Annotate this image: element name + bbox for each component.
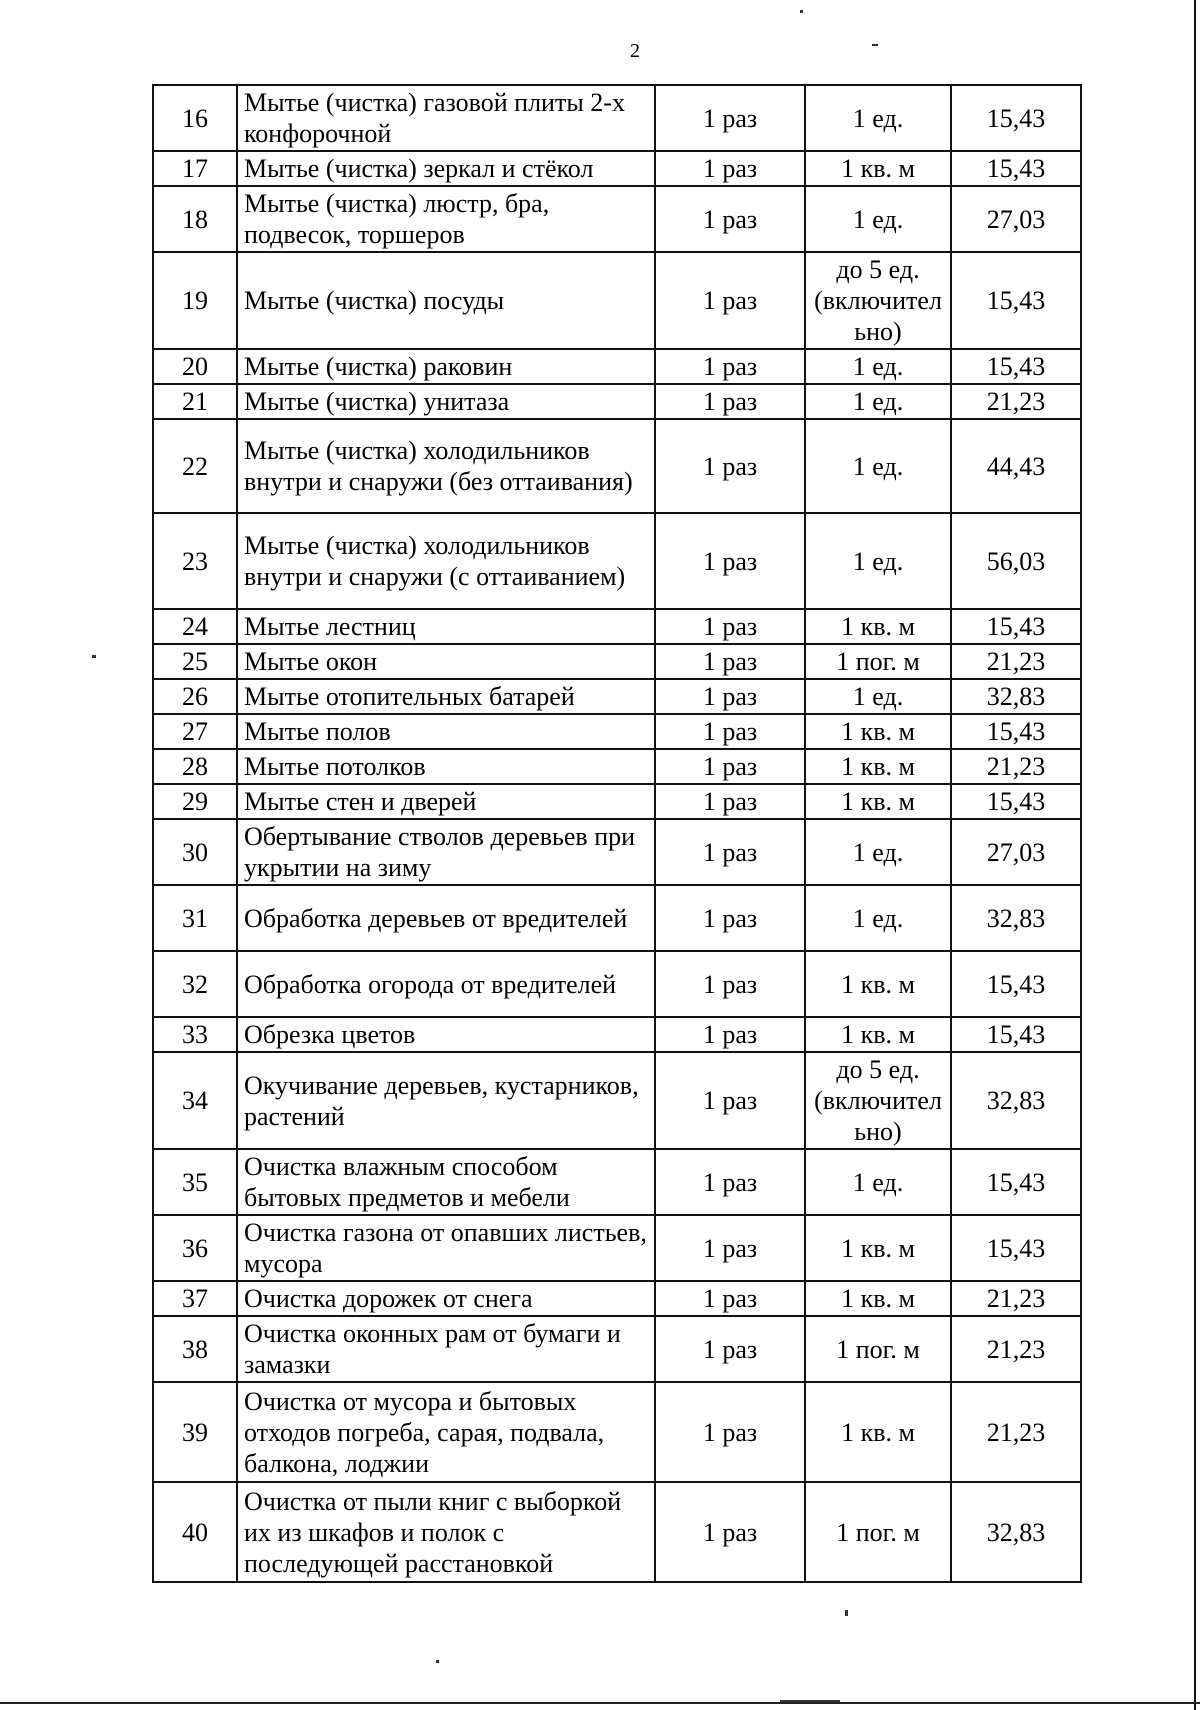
service-name: Очистка оконных рам от бумаги и замазки — [237, 1316, 655, 1382]
service-unit: 1 кв. м — [805, 1017, 951, 1052]
service-name: Мытье (чистка) холодильников внутри и снаружи (с оттаиванием) — [237, 513, 655, 609]
service-price: 21,23 — [951, 1382, 1081, 1482]
service-frequency: 1 раз — [655, 85, 805, 151]
scan-edge-right — [1194, 0, 1196, 1710]
service-frequency: 1 раз — [655, 1215, 805, 1281]
table-row — [153, 1316, 1081, 1382]
scan-speck — [800, 10, 803, 13]
table-row — [153, 384, 1081, 419]
row-number: 32 — [153, 951, 237, 1017]
service-frequency: 1 раз — [655, 1316, 805, 1382]
service-name: Очистка от пыли книг с выборкой их из шкафов и полок с последующей расстановкой — [237, 1482, 655, 1582]
service-price: 15,43 — [951, 784, 1081, 819]
service-unit: 1 ед. — [805, 819, 951, 885]
row-number: 35 — [153, 1149, 237, 1215]
service-frequency: 1 раз — [655, 384, 805, 419]
service-frequency: 1 раз — [655, 349, 805, 384]
table-row — [153, 679, 1081, 714]
service-name: Окучивание деревьев, кустарников, растений — [237, 1052, 655, 1149]
page-number: 2 — [630, 40, 640, 62]
service-name: Очистка газона от опавших листьев, мусора — [237, 1215, 655, 1281]
table-row — [153, 644, 1081, 679]
service-price: 27,03 — [951, 186, 1081, 252]
service-frequency: 1 раз — [655, 151, 805, 186]
service-unit: 1 кв. м — [805, 1215, 951, 1281]
service-unit: 1 кв. м — [805, 151, 951, 186]
row-number: 24 — [153, 609, 237, 644]
service-price: 15,43 — [951, 1149, 1081, 1215]
table-row — [153, 1149, 1081, 1215]
table-row — [153, 885, 1081, 951]
service-price: 21,23 — [951, 1281, 1081, 1316]
service-unit: 1 кв. м — [805, 951, 951, 1017]
service-name: Мытье (чистка) люстр, бра, подвесок, торшеров — [237, 186, 655, 252]
service-name: Мытье (чистка) холодильников внутри и снаружи (без оттаивания) — [237, 419, 655, 513]
row-number: 27 — [153, 714, 237, 749]
service-name: Мытье стен и дверей — [237, 784, 655, 819]
row-number: 19 — [153, 252, 237, 349]
service-frequency: 1 раз — [655, 951, 805, 1017]
service-unit: 1 пог. м — [805, 1482, 951, 1582]
row-number: 33 — [153, 1017, 237, 1052]
service-price: 15,43 — [951, 1017, 1081, 1052]
service-name: Мытье (чистка) посуды — [237, 252, 655, 349]
service-unit: 1 кв. м — [805, 1382, 951, 1482]
scan-speck — [872, 44, 878, 46]
scan-speck — [436, 1660, 439, 1663]
row-number: 26 — [153, 679, 237, 714]
service-name: Обработка огорода от вредителей — [237, 951, 655, 1017]
row-number: 25 — [153, 644, 237, 679]
table-row — [153, 784, 1081, 819]
row-number: 40 — [153, 1482, 237, 1582]
row-number: 38 — [153, 1316, 237, 1382]
table-row — [153, 1017, 1081, 1052]
table-row — [153, 419, 1081, 513]
row-number: 23 — [153, 513, 237, 609]
service-frequency: 1 раз — [655, 419, 805, 513]
service-price: 32,83 — [951, 885, 1081, 951]
table-body — [153, 85, 1081, 1582]
service-price: 15,43 — [951, 85, 1081, 151]
service-price: 21,23 — [951, 749, 1081, 784]
service-name: Мытье отопительных батарей — [237, 679, 655, 714]
service-name: Обрезка цветов — [237, 1017, 655, 1052]
table-row — [153, 186, 1081, 252]
row-number: 34 — [153, 1052, 237, 1149]
table-row — [153, 1382, 1081, 1482]
table-row — [153, 951, 1081, 1017]
table-row — [153, 85, 1081, 151]
service-frequency: 1 раз — [655, 252, 805, 349]
service-name: Мытье (чистка) газовой плиты 2-х конфорочной — [237, 85, 655, 151]
service-frequency: 1 раз — [655, 609, 805, 644]
service-frequency: 1 раз — [655, 819, 805, 885]
service-name: Мытье (чистка) унитаза — [237, 384, 655, 419]
service-frequency: 1 раз — [655, 749, 805, 784]
service-unit: 1 ед. — [805, 384, 951, 419]
row-number: 20 — [153, 349, 237, 384]
service-frequency: 1 раз — [655, 513, 805, 609]
service-frequency: 1 раз — [655, 885, 805, 951]
row-number: 31 — [153, 885, 237, 951]
service-name: Очистка от мусора и бытовых отходов погреба, сарая, подвала, балкона, лоджии — [237, 1382, 655, 1482]
service-frequency: 1 раз — [655, 1149, 805, 1215]
row-number: 17 — [153, 151, 237, 186]
service-name: Обработка деревьев от вредителей — [237, 885, 655, 951]
service-price: 15,43 — [951, 252, 1081, 349]
service-price: 21,23 — [951, 1316, 1081, 1382]
service-price: 15,43 — [951, 609, 1081, 644]
service-unit: 1 кв. м — [805, 1281, 951, 1316]
table-row — [153, 1482, 1081, 1582]
service-price: 21,23 — [951, 384, 1081, 419]
services-tariff-table — [152, 84, 1082, 1583]
service-frequency: 1 раз — [655, 784, 805, 819]
table-row — [153, 1281, 1081, 1316]
service-unit: 1 ед. — [805, 885, 951, 951]
table-row — [153, 1215, 1081, 1281]
table-row — [153, 819, 1081, 885]
service-price: 44,43 — [951, 419, 1081, 513]
service-price: 27,03 — [951, 819, 1081, 885]
service-name: Мытье окон — [237, 644, 655, 679]
row-number: 22 — [153, 419, 237, 513]
service-frequency: 1 раз — [655, 1281, 805, 1316]
service-price: 15,43 — [951, 1215, 1081, 1281]
row-number: 16 — [153, 85, 237, 151]
row-number: 21 — [153, 384, 237, 419]
service-unit: до 5 ед. (включительно) — [805, 1052, 951, 1149]
service-price: 32,83 — [951, 1052, 1081, 1149]
service-frequency: 1 раз — [655, 679, 805, 714]
row-number: 18 — [153, 186, 237, 252]
service-unit: 1 ед. — [805, 85, 951, 151]
service-name: Очистка влажным способом бытовых предметов и мебели — [237, 1149, 655, 1215]
service-frequency: 1 раз — [655, 186, 805, 252]
scan-speck — [92, 655, 96, 658]
table-row — [153, 252, 1081, 349]
service-price: 56,03 — [951, 513, 1081, 609]
service-frequency: 1 раз — [655, 714, 805, 749]
service-unit: 1 ед. — [805, 679, 951, 714]
service-frequency: 1 раз — [655, 644, 805, 679]
service-unit: 1 ед. — [805, 186, 951, 252]
service-price: 21,23 — [951, 644, 1081, 679]
row-number: 37 — [153, 1281, 237, 1316]
scan-speck — [780, 1700, 840, 1702]
service-unit: 1 ед. — [805, 513, 951, 609]
row-number: 30 — [153, 819, 237, 885]
table-row — [153, 714, 1081, 749]
scan-speck — [845, 1610, 848, 1616]
service-unit: 1 ед. — [805, 419, 951, 513]
service-name: Мытье лестниц — [237, 609, 655, 644]
service-price: 15,43 — [951, 951, 1081, 1017]
service-unit: до 5 ед. (включительно) — [805, 252, 951, 349]
table-row — [153, 349, 1081, 384]
service-unit: 1 кв. м — [805, 609, 951, 644]
service-price: 15,43 — [951, 151, 1081, 186]
service-name: Очистка дорожек от снега — [237, 1281, 655, 1316]
service-unit: 1 кв. м — [805, 749, 951, 784]
service-frequency: 1 раз — [655, 1382, 805, 1482]
scan-edge-bottom — [0, 1702, 1200, 1704]
service-frequency: 1 раз — [655, 1482, 805, 1582]
service-name: Мытье (чистка) раковин — [237, 349, 655, 384]
table-row — [153, 609, 1081, 644]
service-price: 15,43 — [951, 714, 1081, 749]
service-frequency: 1 раз — [655, 1052, 805, 1149]
row-number: 39 — [153, 1382, 237, 1482]
service-price: 15,43 — [951, 349, 1081, 384]
service-frequency: 1 раз — [655, 1017, 805, 1052]
service-name: Мытье полов — [237, 714, 655, 749]
service-price: 32,83 — [951, 679, 1081, 714]
service-unit: 1 пог. м — [805, 1316, 951, 1382]
service-name: Мытье (чистка) зеркал и стёкол — [237, 151, 655, 186]
table-row — [153, 513, 1081, 609]
service-unit: 1 пог. м — [805, 644, 951, 679]
service-unit: 1 кв. м — [805, 714, 951, 749]
table-row — [153, 151, 1081, 186]
service-name: Обертывание стволов деревьев при укрытии на зиму — [237, 819, 655, 885]
service-price: 32,83 — [951, 1482, 1081, 1582]
service-unit: 1 ед. — [805, 1149, 951, 1215]
row-number: 36 — [153, 1215, 237, 1281]
table-row — [153, 749, 1081, 784]
service-name: Мытье потолков — [237, 749, 655, 784]
row-number: 29 — [153, 784, 237, 819]
service-unit: 1 ед. — [805, 349, 951, 384]
table-row — [153, 1052, 1081, 1149]
service-unit: 1 кв. м — [805, 784, 951, 819]
row-number: 28 — [153, 749, 237, 784]
